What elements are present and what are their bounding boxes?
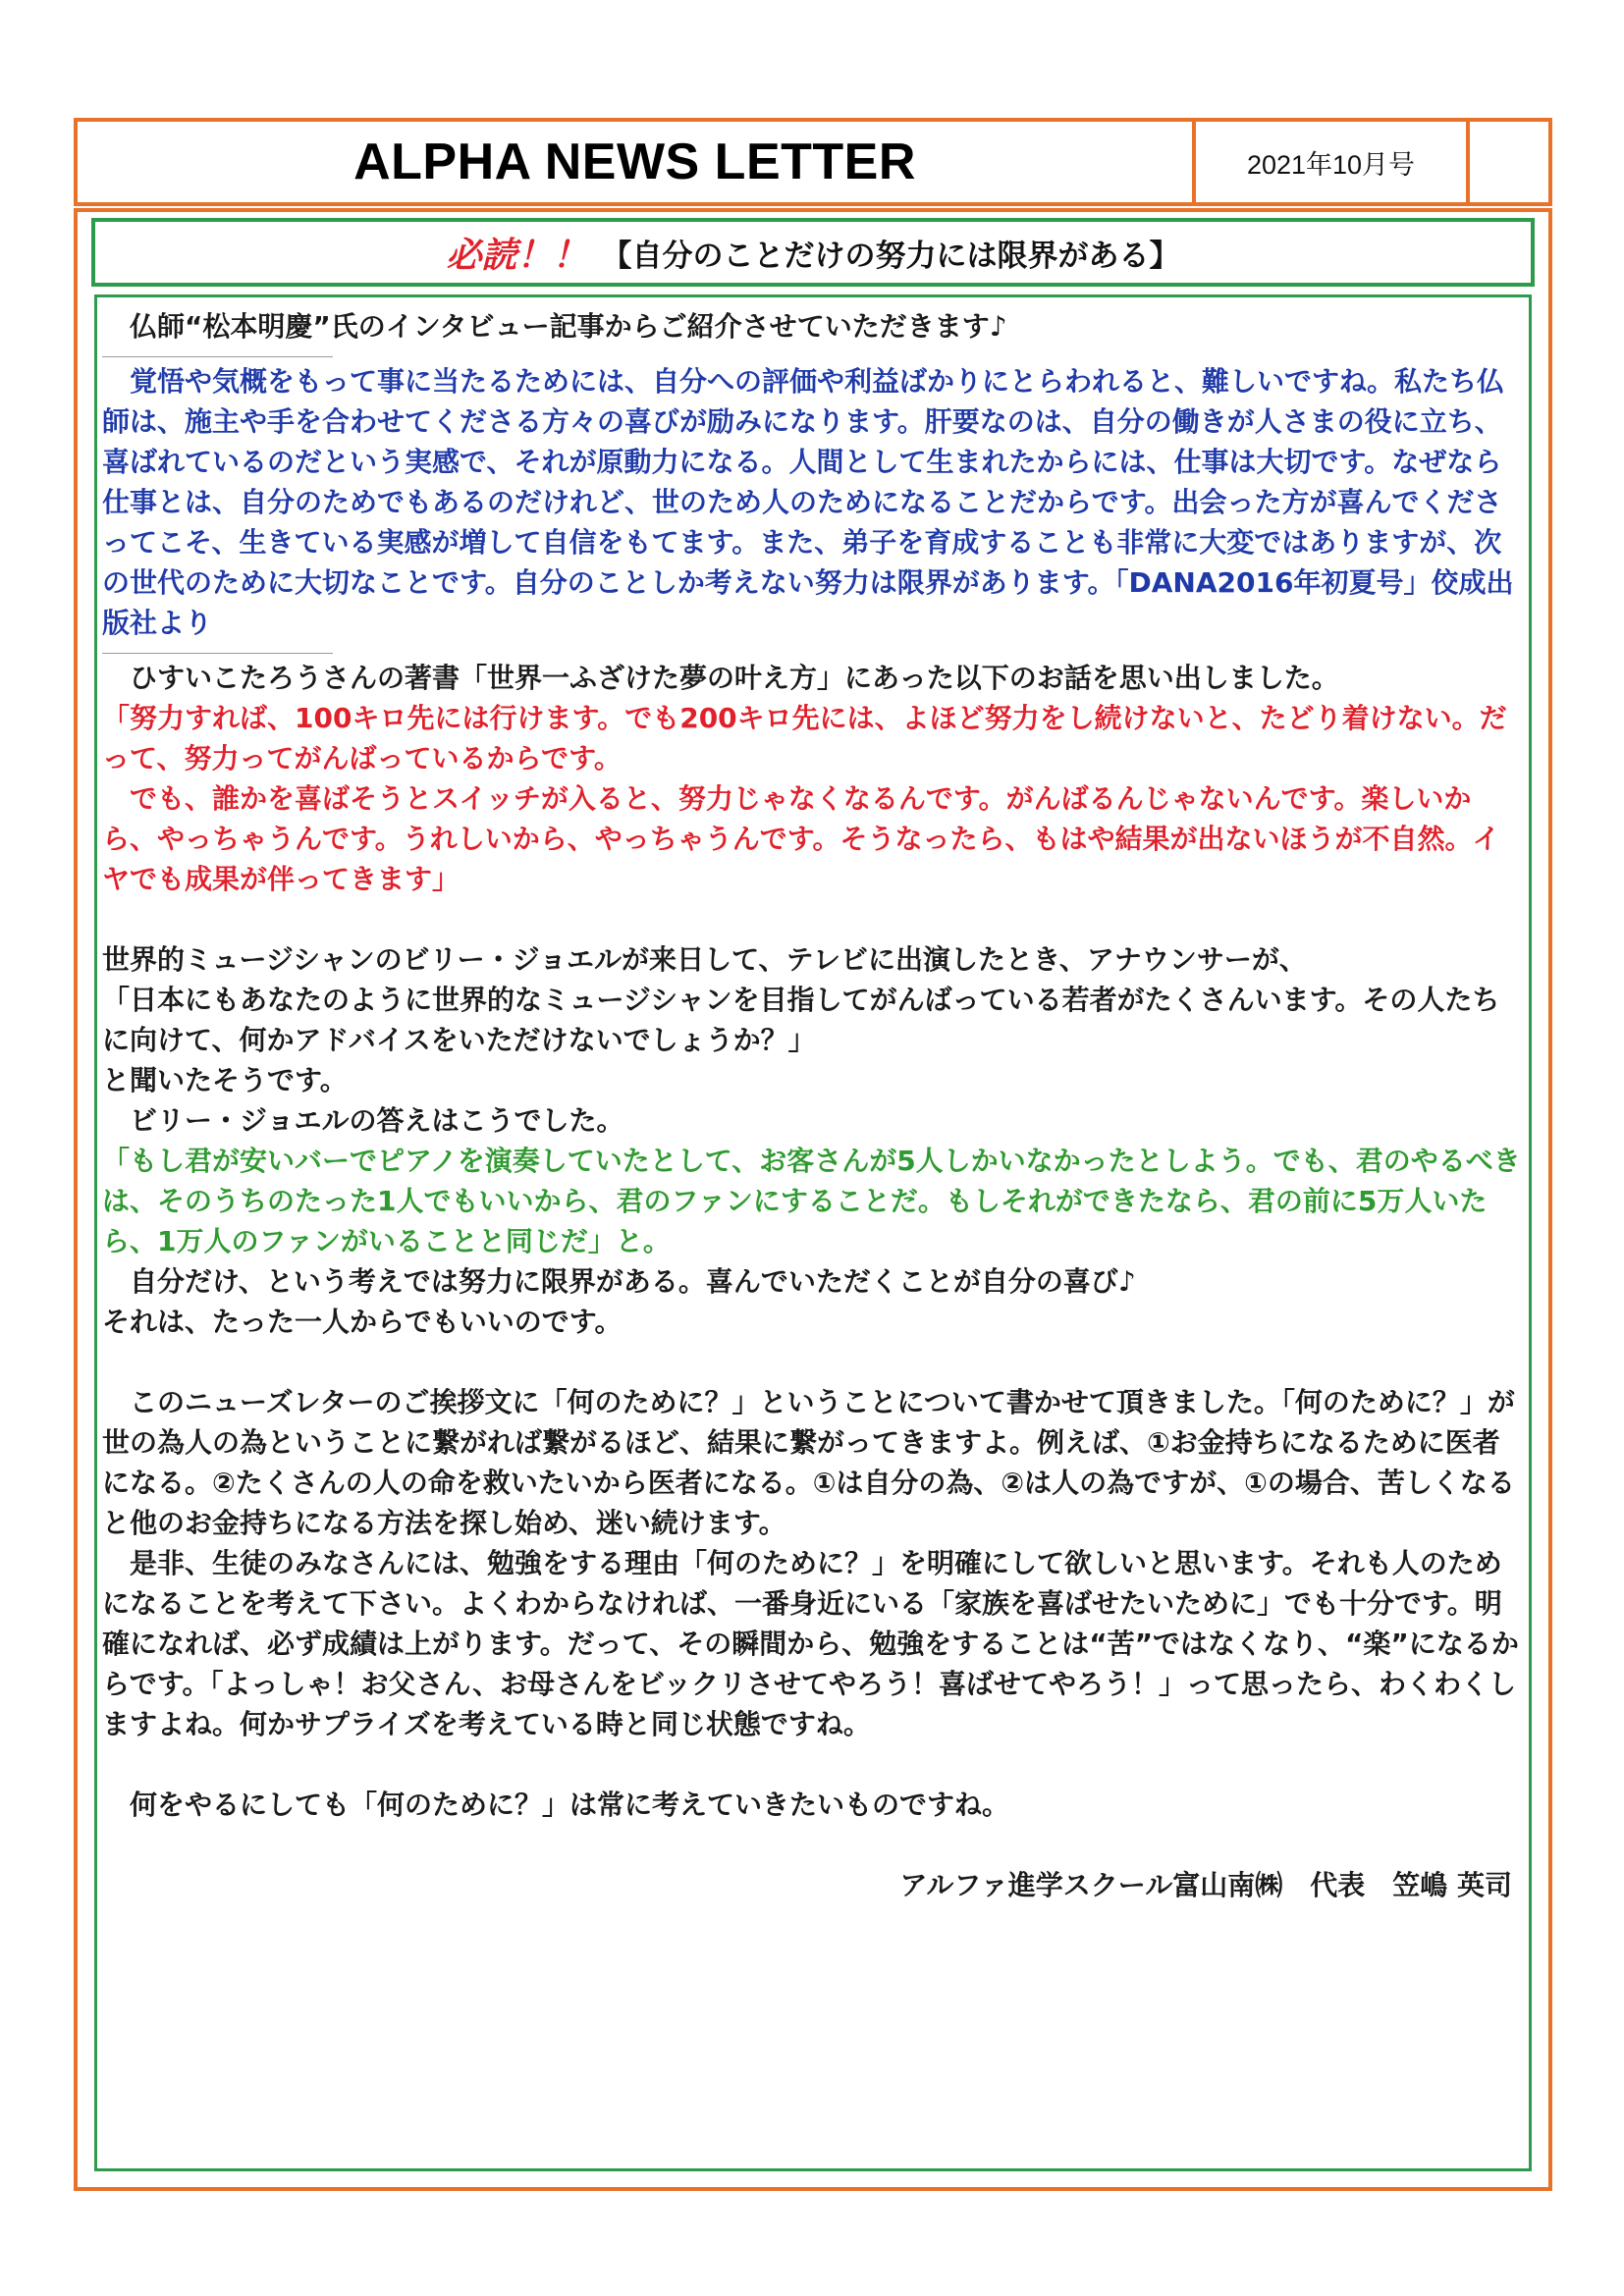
heard-line: と聞いたそうです。 — [102, 1064, 348, 1096]
quote-effort-part2: でも、誰かを喜ばそうとスイッチが入ると、努力じゃなくなるんです。がんばるんじゃないんです。楽しいから、やっちゃうんです。うれしいから、やっちゃうんです。そうなったら、もはや結果が出ないほうが不自然。イヤでも成果が伴ってきます」 — [102, 782, 1500, 895]
issue-label: 2021年10月号 — [1192, 122, 1470, 202]
book-reference-paragraph: ひすいこたろうさんの著書「世界一ふざけた夢の叶え方」にあった以下のお話を思い出しました。 — [130, 662, 1339, 694]
article-title-box — [91, 218, 1535, 287]
divider — [102, 653, 333, 654]
one-person-line: それは、たった一人からでもいいのです。 — [102, 1306, 623, 1338]
newsletter-title: ALPHA NEWS LETTER — [353, 133, 916, 190]
must-read-label: 必読！！ — [446, 235, 588, 276]
signature: アルファ進学スクール富山南㈱ 代表 笠嶋 英司 — [899, 1869, 1512, 1901]
article-body — [102, 306, 1526, 1905]
announcer-question: 「日本にもあなたのように世界的なミュージシャンを目指してがんばっている若者がたくさんいます。その人たちに向けて、何かアドバイスをいただけないでしょうか？」 — [102, 984, 1500, 1056]
article-title: 【自分のことだけの努力には限界がある】 — [601, 238, 1180, 274]
quote-effort-part1: 「努力すれば、100キロ先には行けます。でも200キロ先には、よほど努力をし続けないと、たどり着けない。だって、努力ってがんばっているからです。 — [102, 702, 1507, 774]
billy-joel-intro: 世界的ミュージシャンのビリー・ジョエルが来日して、テレビに出演したとき、アナウンサーが、 — [102, 943, 1307, 976]
divider — [102, 356, 333, 357]
answer-intro: ビリー・ジョエルの答えはこうでした。 — [130, 1104, 624, 1137]
quote-buddhist-sculptor: 覚悟や気概をもって事に当たるためには、自分への評価や利益ばかりにとらわれると、難しいですね。私たち仏師は、施主や手を合わせてくださる方々の喜びが励みになります。肝要なのは、自分の働きが人さまの役に立ち、喜ばれているのだという実感で、それが原動力になる。人間として生まれたからには、仕事は大切です。なぜなら仕事とは、自分のためでもあるのだけれど、世のため人のためになることだからです。出会った方が喜んでくださってこそ、生きている実感が増して自信をもてます。また、弟子を育成することも非常に大変ではありますが、次の世代のために大切なことです。自分のことしか考えない努力は限界があります。「DANA2016年初夏号」佼成出版社より — [102, 365, 1514, 639]
intro-paragraph: 仏師“松本明慶”氏のインタビュー記事からご紹介させていただきます♪ — [130, 310, 1007, 343]
self-joy-line: 自分だけ、という考えでは努力に限界がある。喜んでいただくことが自分の喜び♪ — [130, 1265, 1136, 1298]
students-paragraph: 是非、生徒のみなさんには、勉強をする理由「何のために？」を明確にして欲しいと思います。それも人のためになることを考えて下さい。よくわからなければ、一番身近にいる「家族を喜ばせたいために」でも十分です。明確になれば、必ず成績は上がります。だって、その瞬間から、勉強をすることは“苦”ではなくなり、“楽”になるからです。「よっしゃ！お父さん、お母さんをビックリさせてやろう！喜ばせてやろう！」って思ったら、わくわくしますよね。何かサプライズを考えている時と同じ状態ですね。 — [102, 1547, 1519, 1740]
closing-paragraph: 何をやるにしても「何のために？」は常に考えていきたいものですね。 — [130, 1789, 1010, 1821]
quote-billy-joel: 「もし君が安いバーでピアノを演奏していたとして、お客さんが5人しかいなかったとしよう。でも、君のやるべきは、そのうちのたった1人でもいいから、君のファンにすることだ。もしそれができたなら、君の前に5万人いたら、1万人のファンがいることと同じだ」と。 — [102, 1145, 1521, 1257]
newsletter-header — [74, 118, 1552, 206]
purpose-paragraph: このニューズレターのご挨拶文に「何のために？」ということについて書かせて頂きました。「何のために？」が世の為人の為ということに繋がれば繋がるほど、結果に繋がってきますよ。例えば、①お金持ちになるために医者になる。②たくさんの人の命を救いたいから医者になる。①は自分の為、②は人の為ですが、①の場合、苦しくなると他のお金持ちになる方法を探し始め、迷い続けます。 — [102, 1386, 1515, 1539]
